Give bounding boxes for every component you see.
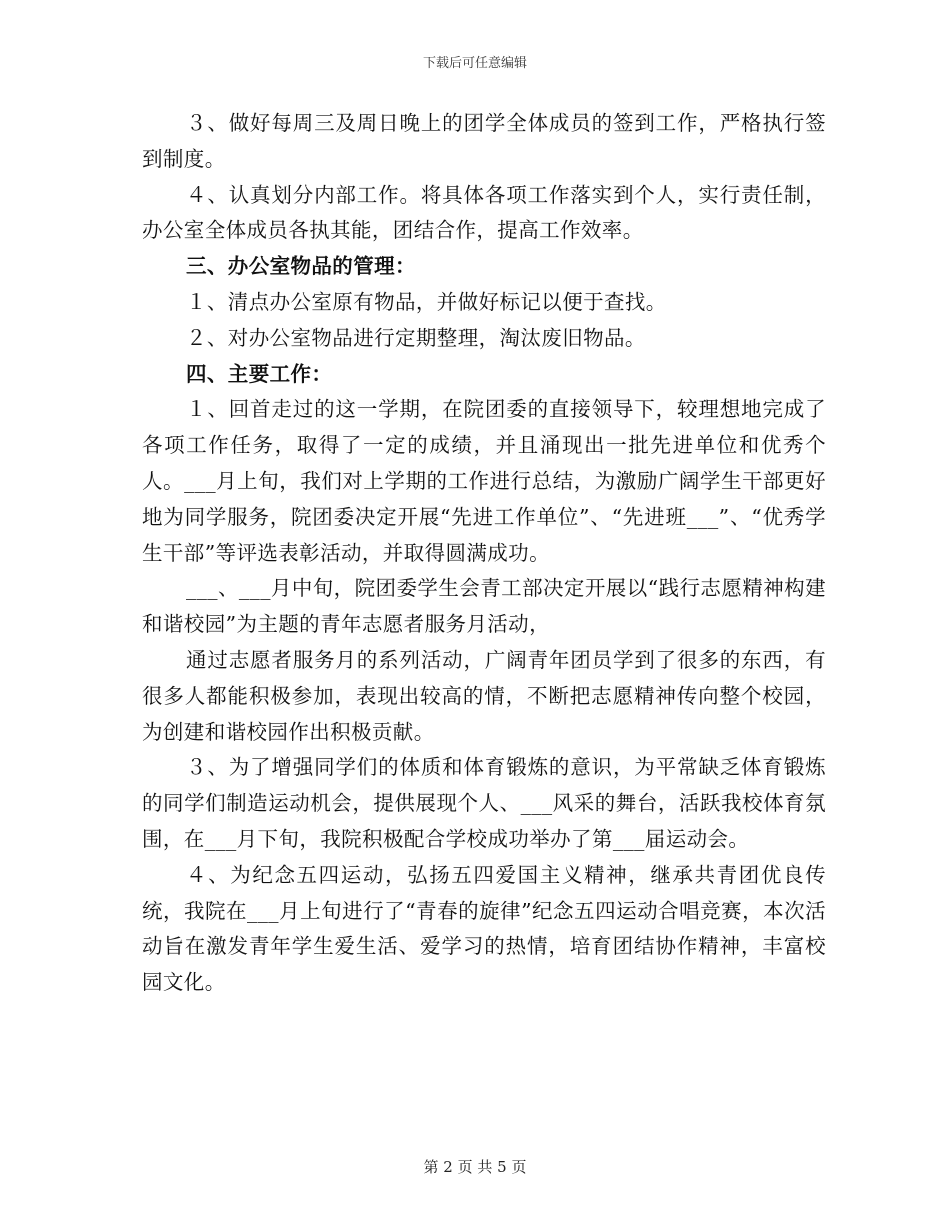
section-heading-main-work: 四、主要工作： — [186, 361, 333, 386]
section-heading-office-items: 三、办公室物品的管理： — [186, 254, 416, 279]
paragraph-item-1-review: １、回首走过的这一学期，在院团委的直接领导下，较理想地完成了各项工作任务，取得了一定的成绩，并且涌现出一批先进单位和优秀个人。___月上旬，我们对上学期的工作进行总结，为激励广阔学生干部更好地为同学服务，院团委决定开展“先进工作单位”、“先进班___”、“优秀学生干部”等评选表彰活动，并取得圆满成功。 — [142, 397, 826, 565]
paragraph-item-4-division: ４、认真划分内部工作。将具体各项工作落实到个人，实行责任制，办公室全体成员各执其能，团结合作，提高工作效率。 — [142, 182, 826, 243]
paragraph-volunteer-results: 通过志愿者服务月的系列活动，广阔青年团员学到了很多的东西，有很多人都能积极参加，表现出较高的情，不断把志愿精神传向整个校园，为创建和谐校园作出积极贡献。 — [142, 647, 826, 744]
paragraph-item-4-may-fourth: ４、为纪念五四运动，弘扬五四爱国主义精神，继承共青团优良传统，我院在___月上旬进行了“青春的旋律”纪念五四运动合唱竞赛，本次活动旨在激发青年学生爱生活、爱学习的热情，培育团结协作精神，丰富校园文化。 — [142, 862, 826, 995]
paragraph-item-3-sports: ３、为了增强同学们的体质和体育锻炼的意识，为平常缺乏体育锻炼的同学们制造运动机会，提供展现个人、___风采的舞台，活跃我校体育氛围，在___月下旬，我院积极配合学校成功举办了第___届运动会。 — [142, 755, 826, 851]
paragraph-item-3-sign-in: ３、做好每周三及周日晚上的团学全体成员的签到工作，严格执行签到制度。 — [142, 111, 826, 171]
document-body — [142, 106, 826, 1001]
paragraph-item-2-cleanup: ２、对办公室物品进行定期整理，淘汰废旧物品。 — [186, 325, 646, 350]
paragraph-item-1-inventory: １、清点办公室原有物品，并做好标记以便于查找。 — [186, 289, 667, 314]
page-footer: 第 2 页 共 5 页 — [423, 1158, 527, 1176]
page-header: 下载后可任意编辑 — [422, 56, 527, 71]
paragraph-volunteer-month: ___、___月中旬，院团委学生会青工部决定开展以“践行志愿精神构建和谐校园”为主题的青年志愿者服务月活动， — [142, 576, 826, 637]
